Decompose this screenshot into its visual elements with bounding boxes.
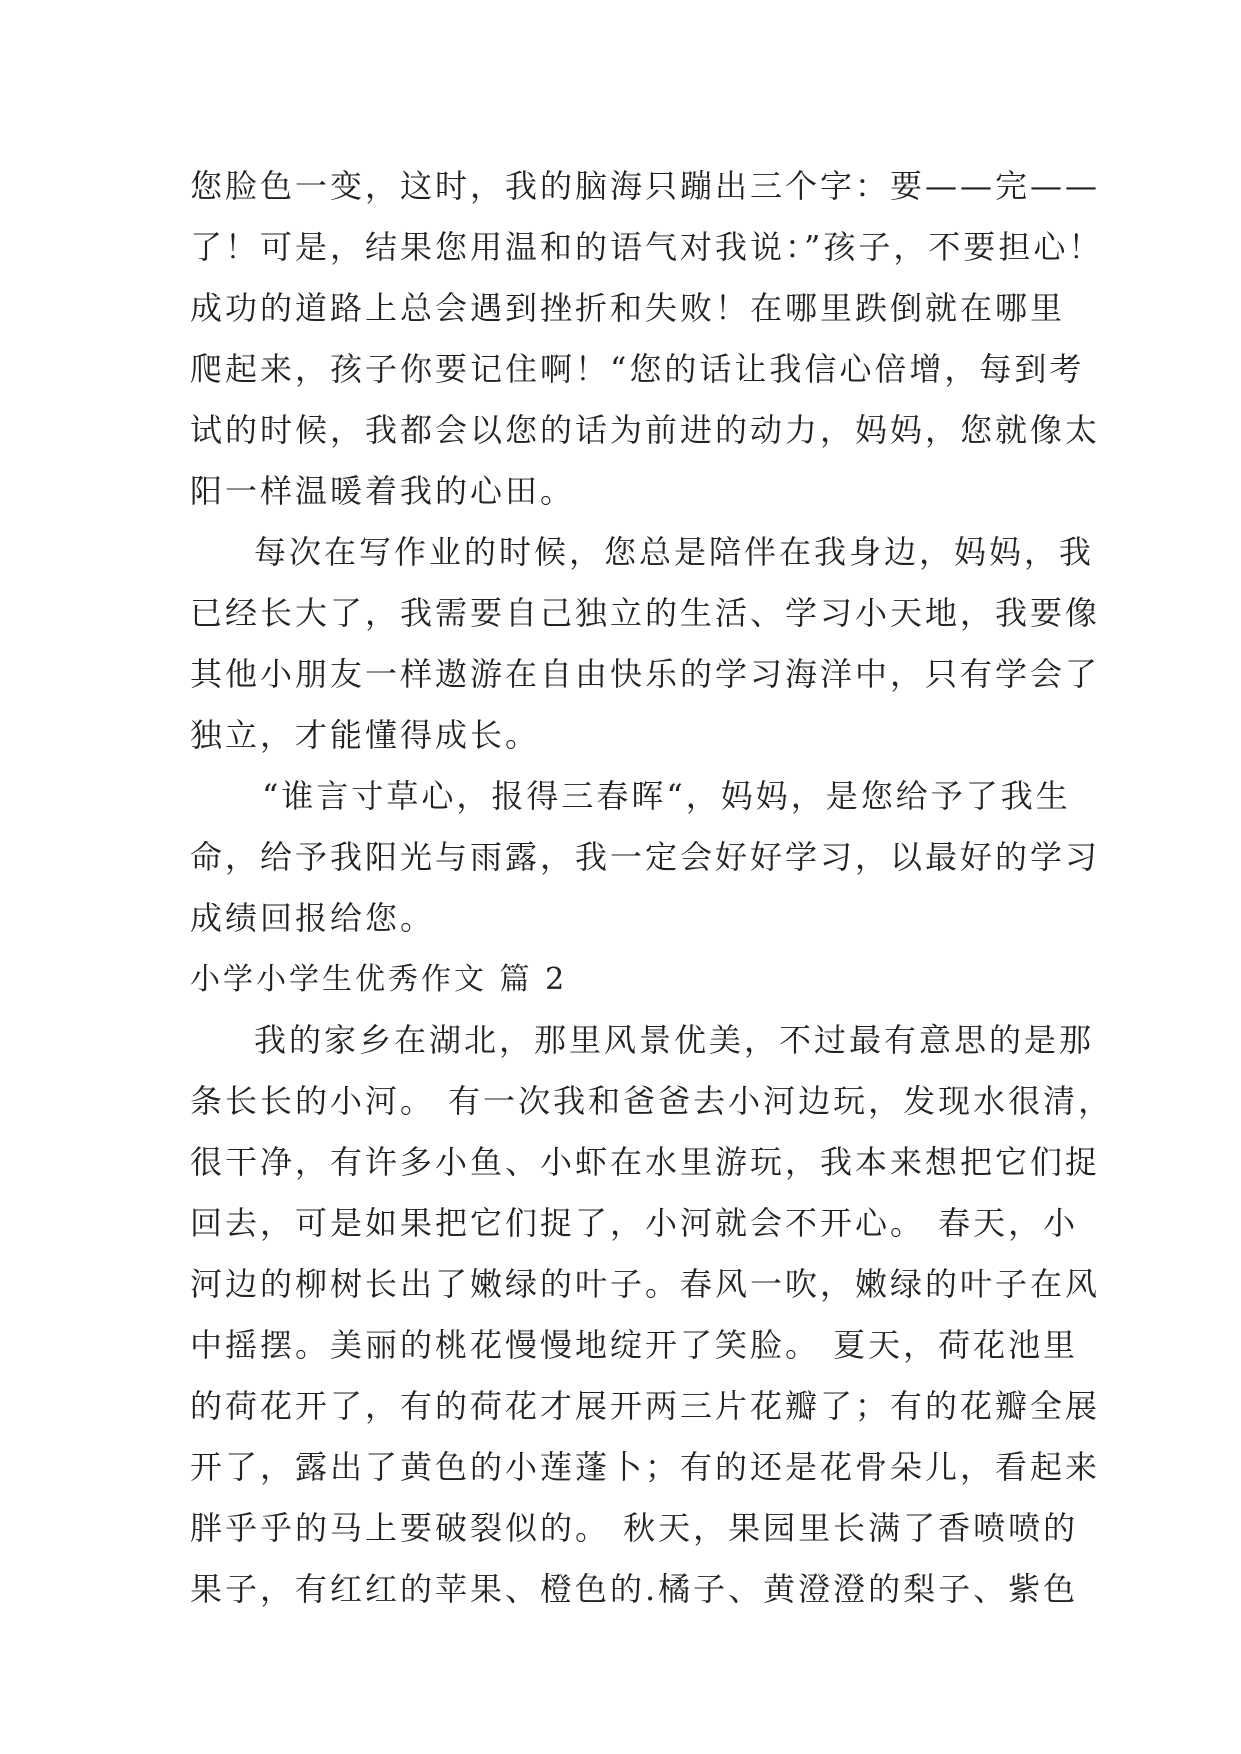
section-heading: 小学小学生优秀作文 篇 2 bbox=[190, 962, 568, 997]
text-line: 您脸色一变，这时，我的脑海只蹦出三个字：要——完—— bbox=[190, 167, 1101, 205]
document-body bbox=[190, 156, 1114, 1620]
text-line: 我的家乡在湖北，那里风景优美，不过最有意思的是那 bbox=[254, 1021, 1095, 1059]
text-line: 中摇摆。美丽的桃花慢慢地绽开了笑脸。 夏天，荷花池里 bbox=[190, 1326, 1079, 1364]
text-line: 成功的道路上总会遇到挫折和失败！在哪里跌倒就在哪里 bbox=[190, 289, 1066, 327]
paragraph bbox=[190, 522, 1101, 766]
text-line: 独立，才能懂得成长。 bbox=[190, 716, 541, 754]
text-line: 爬起来，孩子你要记住啊！“您的话让我信心倍增，每到考 bbox=[190, 350, 1085, 388]
text-line: 每次在写作业的时候，您总是陪伴在我身边，妈妈，我 bbox=[254, 533, 1095, 571]
text-line: 命，给予我阳光与雨露，我一定会好好学习，以最好的学习 bbox=[190, 838, 1101, 876]
text-line: “谁言寸草心，报得三春晖“，妈妈，是您给予了我生 bbox=[262, 777, 1071, 815]
text-line: 回去，可是如果把它们捉了，小河就会不开心。 春天，小 bbox=[190, 1204, 1079, 1242]
text-line: 阳一样温暖着我的心田。 bbox=[190, 472, 576, 510]
paragraph bbox=[190, 766, 1101, 949]
text-line: 已经长大了，我需要自己独立的生活、学习小天地，我要像 bbox=[190, 594, 1101, 632]
text-line: 其他小朋友一样遨游在自由快乐的学习海洋中，只有学会了 bbox=[190, 655, 1101, 693]
text-line: 条长长的小河。 有一次我和爸爸去小河边玩，发现水很清， bbox=[190, 1082, 1114, 1120]
paragraph bbox=[190, 156, 1104, 522]
text-line: 了！可是，结果您用温和的语气对我说：”孩子，不要担心！ bbox=[190, 228, 1104, 266]
text-line: 开了，露出了黄色的小莲蓬卜；有的还是花骨朵儿，看起来 bbox=[190, 1448, 1101, 1486]
text-line: 河边的柳树长出了嫩绿的叶子。春风一吹，嫩绿的叶子在风 bbox=[190, 1265, 1101, 1303]
text-line: 的荷花开了，有的荷花才展开两三片花瓣了；有的花瓣全展 bbox=[190, 1387, 1101, 1425]
paragraph bbox=[190, 1010, 1114, 1620]
text-line: 果子，有红红的苹果、橙色的.橘子、黄澄澄的梨子、紫色 bbox=[190, 1570, 1079, 1608]
text-line: 试的时候，我都会以您的话为前进的动力，妈妈，您就像太 bbox=[190, 411, 1101, 449]
text-line: 胖乎乎的马上要破裂似的。 秋天，果园里长满了香喷喷的 bbox=[190, 1509, 1079, 1547]
text-line: 很干净，有许多小鱼、小虾在水里游玩，我本来想把它们捉 bbox=[190, 1143, 1101, 1181]
text-line: 成绩回报给您。 bbox=[190, 899, 436, 937]
